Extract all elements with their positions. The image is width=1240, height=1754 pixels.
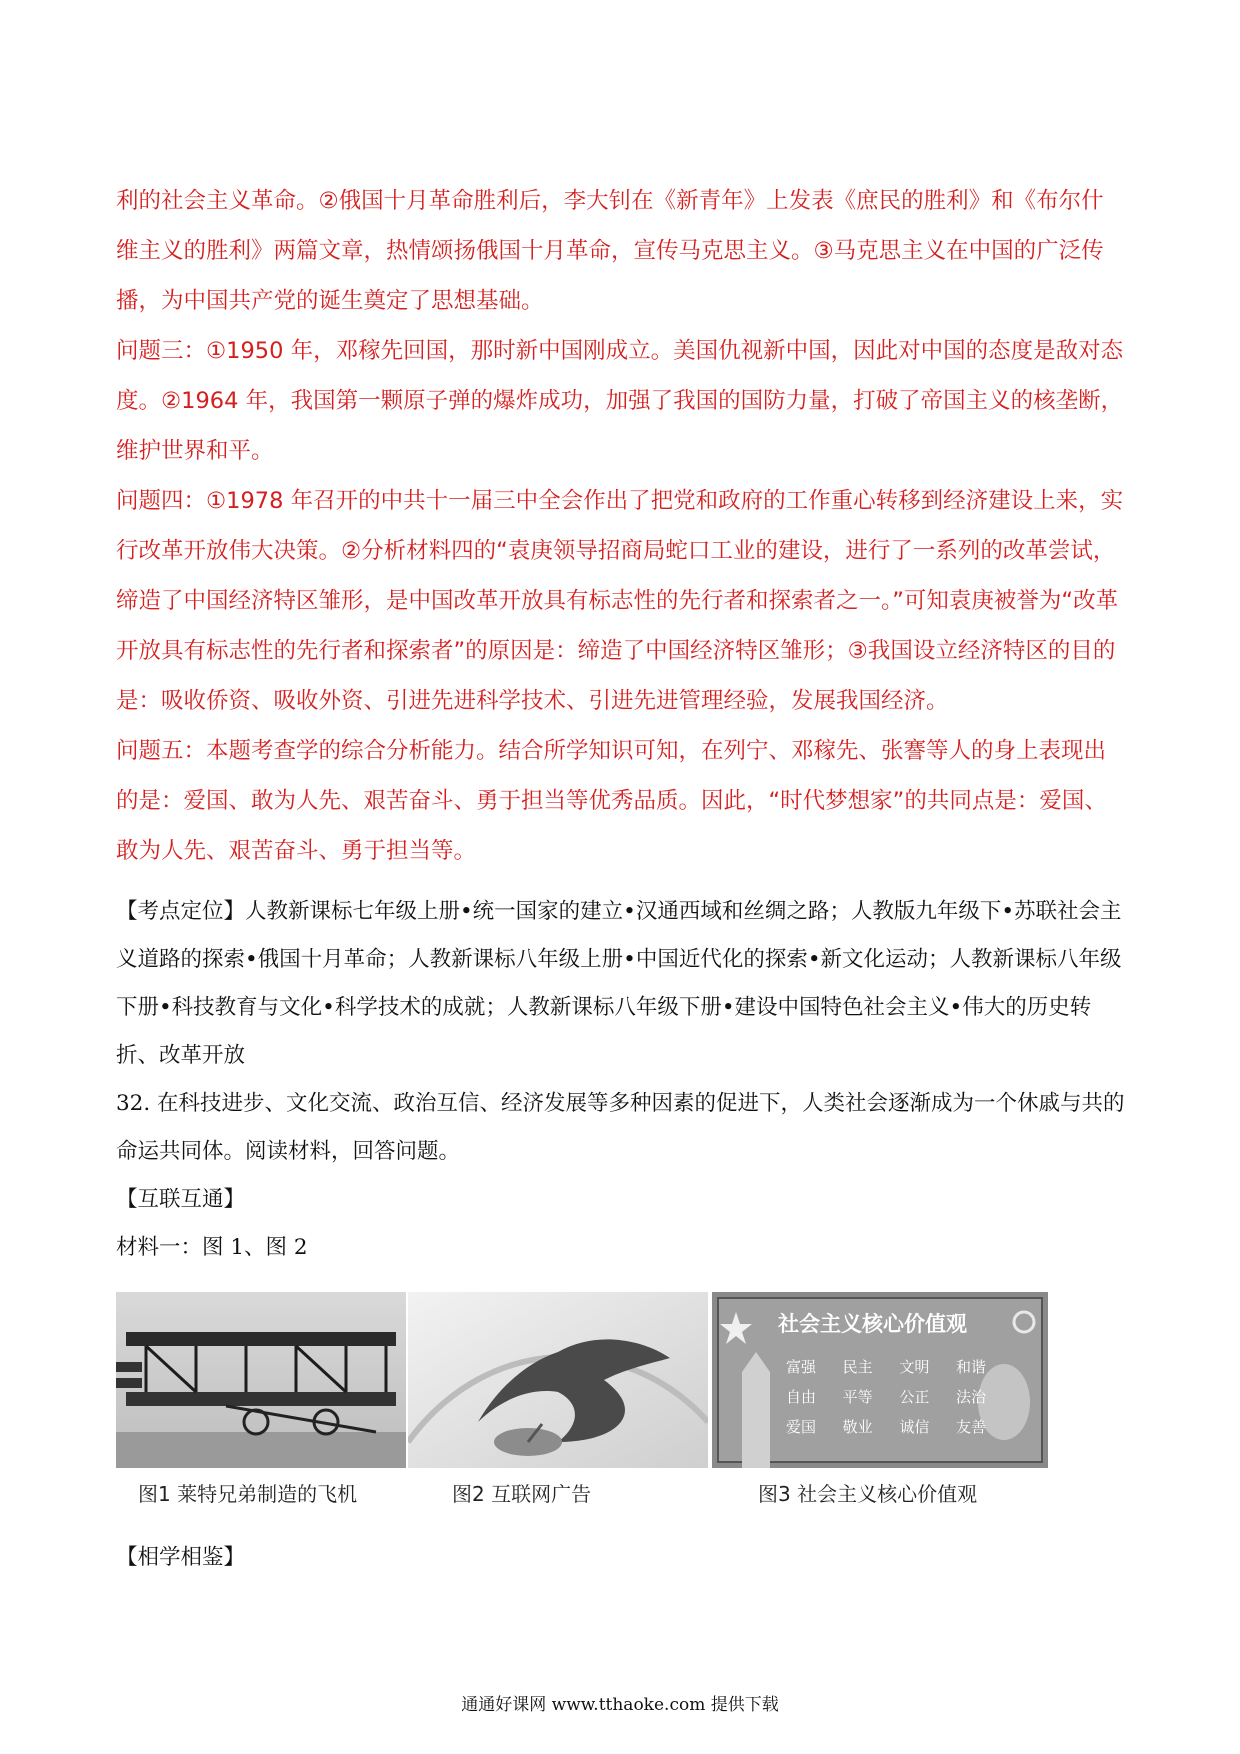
values-row-1: [786, 1352, 986, 1382]
value-item: 诚信: [899, 1418, 930, 1436]
value-item: 敬业: [842, 1418, 873, 1436]
section-heading-xiangxue-wrap: [116, 1534, 1126, 1582]
value-item: 法治: [955, 1388, 986, 1406]
figures-row: [116, 1292, 1056, 1522]
value-item: 公正: [899, 1388, 930, 1406]
question-32: 32. 在科技进步、文化交流、政治互信、经济发展等多种因素的促进下，人类社会逐渐成为一个休戚与共的命运共同体。阅读材料，回答问题。: [116, 1091, 1125, 1164]
values-row-2: [786, 1382, 986, 1412]
material-1-label: 材料一：图 1、图 2: [116, 1235, 308, 1260]
poster-title: 社会主义核心价值观: [778, 1312, 967, 1336]
value-item: 民主: [842, 1358, 873, 1376]
page-footer: 通通好课网 www.tthaoke.com 提供下载: [461, 1695, 779, 1715]
value-item: 文明: [899, 1358, 930, 1376]
value-item: 自由: [786, 1388, 817, 1406]
value-item: 友善: [955, 1418, 986, 1436]
bird-satellite-photo-icon: [408, 1292, 708, 1468]
section-heading-hulian: 【互联互通】: [116, 1187, 246, 1212]
answer-paragraph-wenti-si: 问题四：①1978 年召开的中共十一届三中全会作出了把党和政府的工作重心转移到经济建设上来，实行改革开放伟大决策。②分析材料四的“袁庚领导招商局蛇口工业的建设，进行了一系列的改革尝试，缔造了中国经济特区雏形，是中国改革开放具有标志性的先行者和探索者之一。”可知袁庚被誉为“改革开放具有标志性的先行者和探索者”的原因是：缔造了中国经济特区雏形；③我国设立经济特区的目的是：吸收侨资、吸收外资、引进先进科学技术、引进先进管理经验，发展我国经济。: [116, 488, 1124, 714]
core-values-poster-icon: [712, 1292, 1048, 1468]
answer-section: [116, 176, 1126, 876]
value-item: 平等: [842, 1388, 873, 1406]
body-section: [116, 888, 1126, 1272]
value-item: 爱国: [786, 1418, 817, 1436]
answer-paragraph-wenti-san: 问题三：①1950 年，邓稼先回国，那时新中国刚成立。美国仇视新中国，因此对中国的态度是敌对态度。②1964 年，我国第一颗原子弹的爆炸成功，加强了我国的国防力量，打破了帝国主义的核垄断，维护世界和平。: [116, 338, 1124, 464]
figure-1-caption: 图1 莱特兄弟制造的飞机: [138, 1482, 358, 1506]
values-row-3: [786, 1412, 986, 1442]
figure-2-caption: 图2 互联网广告: [452, 1482, 592, 1506]
biplane-photo-icon: [116, 1292, 406, 1468]
figure-3-caption: 图3 社会主义核心价值观: [758, 1482, 978, 1506]
value-item: 富强: [786, 1358, 817, 1376]
poster-values-grid: [786, 1352, 986, 1442]
value-item: 和谐: [955, 1358, 986, 1376]
answer-paragraph-wenti-er: 利的社会主义革命。②俄国十月革命胜利后，李大钊在《新青年》上发表《庶民的胜利》和《布尔什维主义的胜利》两篇文章，热情颂扬俄国十月革命，宣传马克思主义。③马克思主义在中国的广泛传播，为中国共产党的诞生奠定了思想基础。: [116, 188, 1104, 314]
answer-paragraph-wenti-wu: 问题五：本题考查学的综合分析能力。结合所学知识可知，在列宁、邓稼先、张謇等人的身上表现出的是：爱国、敢为人先、艰苦奋斗、勇于担当等优秀品质。因此，“时代梦想家”的共同点是：爱国、敢为人先、艰苦奋斗、勇于担当等。: [116, 738, 1107, 864]
section-heading-xiangxue: 【相学相鉴】: [116, 1545, 246, 1570]
kaodian-dingwei: 【考点定位】人教新课标七年级上册•统一国家的建立•汉通西域和丝绸之路；人教版九年级下•苏联社会主义道路的探索•俄国十月革命；人教新课标八年级上册•中国近代化的探索•新文化运动；人教新课标八年级下册•科技教育与文化•科学技术的成就；人教新课标八年级下册•建设中国特色社会主义•伟大的历史转折、改革开放: [116, 899, 1122, 1068]
